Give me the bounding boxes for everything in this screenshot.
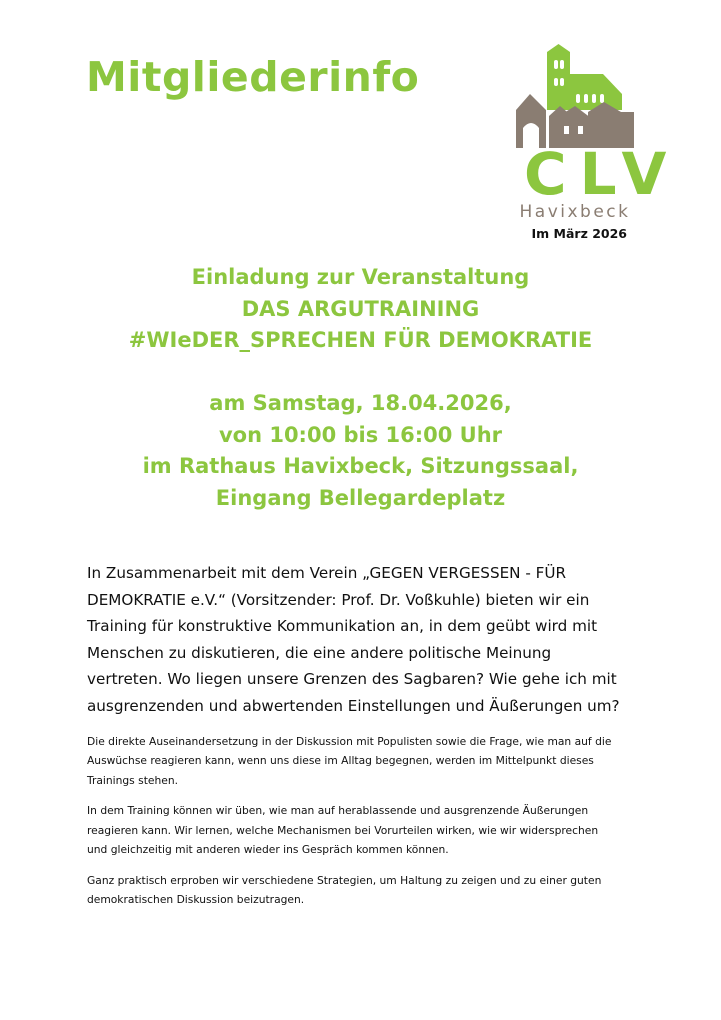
paragraph-line: Auswüchse reagieren kann, wenn uns diese im Alltag begegnen, werden im Mittelpunkt dieses: [87, 754, 594, 768]
logo-subtitle: Havixbeck: [519, 202, 631, 222]
body-text: [87, 560, 647, 910]
intro-line: vertreten. Wo liegen unsere Grenzen des Sagbaren? Wie gehe ich mit: [87, 670, 617, 689]
issue-date: Im März 2026: [531, 226, 627, 241]
paragraph-line: Trainings stehen.: [87, 773, 178, 787]
paragraph-practice: [87, 801, 647, 860]
paragraph-strategies: [87, 871, 647, 910]
intro-line: Training für konstruktive Kommunikation an, in dem geübt wird mit: [87, 617, 598, 636]
intro-line: Menschen zu diskutieren, die eine andere politische Meinung: [87, 643, 552, 662]
intro-line: ausgrenzenden und abwertenden Einstellungen und Äußerungen um?: [87, 696, 620, 715]
event-invitation: Einladung zur Veranstaltung: [191, 265, 530, 289]
paragraph-line: In dem Training können wir üben, wie man auf herablassende und ausgrenzende Äußerungen: [87, 804, 589, 818]
paragraph-line: und gleichzeitig mit anderen wieder ins Gespräch kommen können.: [87, 843, 449, 857]
event-date: am Samstag, 18.04.2026,: [209, 391, 512, 415]
event-place: im Rathaus Havixbeck, Sitzungssaal,: [142, 454, 579, 478]
event-hashtag: #WIeDER_SPRECHEN FÜR DEMOKRATIE: [128, 328, 593, 352]
page-title: Mitgliederinfo: [86, 53, 420, 101]
paragraph-line: demokratischen Diskussion beizutragen.: [87, 893, 305, 907]
paragraph-line: reagieren kann. Wir lernen, welche Mechanismen bei Vorurteilen wirken, wie wir widersprechen: [87, 823, 599, 837]
intro-line: DEMOKRATIE e.V.“ (Vorsitzender: Prof. Dr. Voßkuhle) bieten wir ein: [87, 590, 590, 609]
paragraph-line: Ganz praktisch erproben wir verschiedene Strategien, um Haltung zu zeigen und zu einer guten: [87, 873, 602, 887]
event-title: DAS ARGUTRAINING: [241, 296, 480, 321]
intro-line: In Zusammenarbeit mit dem Verein „GEGEN VERGESSEN - FÜR: [87, 564, 567, 582]
event-time: von 10:00 bis 16:00 Uhr: [218, 422, 503, 447]
intro-paragraph: [87, 560, 647, 720]
event-headline: [0, 262, 721, 514]
logo-wordmark: CLV: [524, 140, 680, 208]
church-houses-icon: [512, 44, 638, 152]
event-entrance: Eingang Bellegardeplatz: [215, 485, 506, 510]
paragraph-line: Die direkte Auseinandersetzung in der Diskussion mit Populisten sowie die Frage, wie man auf die: [87, 734, 612, 748]
clv-logo: [512, 44, 680, 222]
paragraph-focus: [87, 732, 647, 791]
